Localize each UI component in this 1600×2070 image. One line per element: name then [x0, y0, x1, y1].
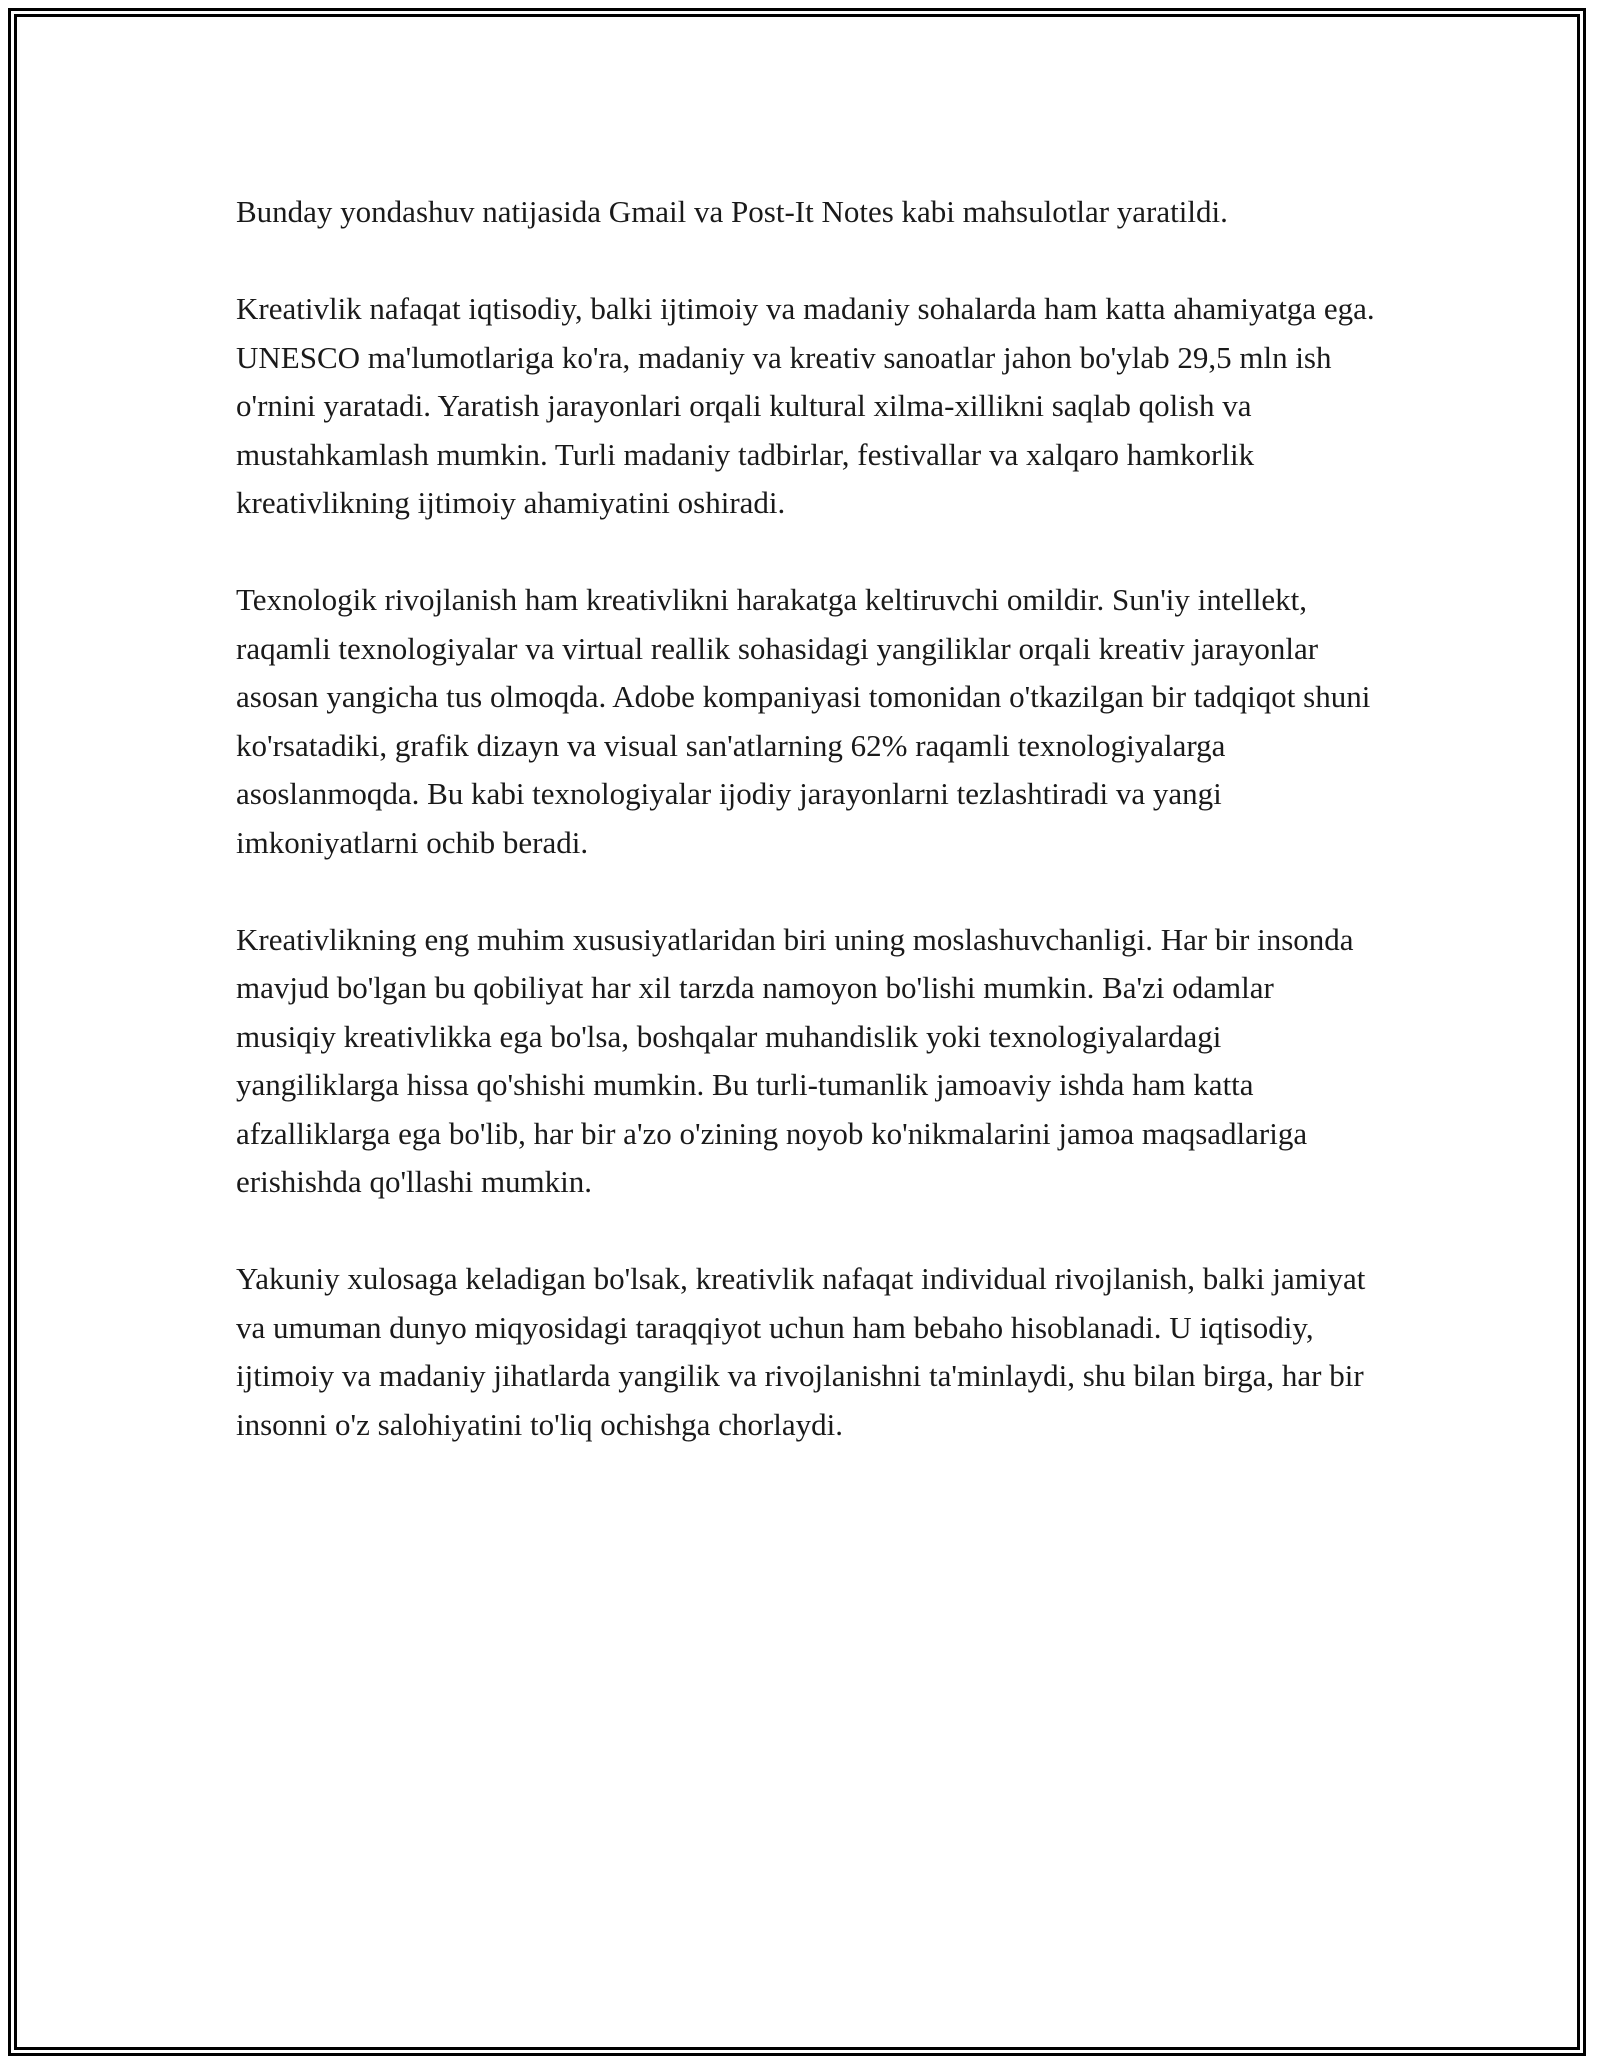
paragraph-3: Texnologik rivojlanish ham kreativlikni harakatga keltiruvchi omildir. Sun'iy intellekt, raqamli texnologiyalar va virtual reallik sohasidagi yangiliklar orqali kreativ jarayonlar asosan yangicha tus olmoqda. Adobe kompaniyasi tomonidan o'tkazilgan bir tadqiqot shuni ko'rsatadiki, grafik dizayn va visual san'atlarning 62% raqamli texnologiyalarga asoslanmoqda. Bu kabi texnologiyalar ijodiy jarayonlarni tezlashtiradi va yangi imkoniyatlarni ochib beradi.	[236, 582, 1371, 860]
paragraph-1: Bunday yondashuv natijasida Gmail va Post-It Notes kabi mahsulotlar yaratildi.	[236, 194, 1228, 229]
paragraph-5: Yakuniy xulosaga keladigan bo'lsak, kreativlik nafaqat individual rivojlanish, balki jamiyat va umuman dunyo miqyosidagi taraqqiyot uchun ham bebaho hisoblanadi. U iqtisodiy, ijtimoiy va madaniy jihatlarda yangilik va rivojlanishni ta'minlaydi, shu bilan birga, har bir insonni o'z salohiyatini to'liq ochishga chorlaydi.	[236, 1261, 1366, 1442]
paragraph-2: Kreativlik nafaqat iqtisodiy, balki ijtimoiy va madaniy sohalarda ham katta ahamiyatga ega. UNESCO ma'lumotlariga ko'ra, madaniy va kreativ sanoatlar jahon bo'ylab 29,5 mln ish o'rnini yaratadi. Yaratish jarayonlari orqali kultural xilma-xillikni saqlab qolish va mustahkamlash mumkin. Turli madaniy tadbirlar, festivallar va xalqaro hamkorlik kreativlikning ijtimoiy ahamiyatini oshiradi.	[236, 291, 1375, 520]
document-body	[236, 188, 1376, 1498]
paragraph-4: Kreativlikning eng muhim xususiyatlaridan biri uning moslashuvchanligi. Har bir insonda mavjud bo'lgan bu qobiliyat har xil tarzda namoyon bo'lishi mumkin. Ba'zi odamlar musiqiy kreativlikka ega bo'lsa, boshqalar muhandislik yoki texnologiyalardagi yangiliklarga hissa qo'shishi mumkin. Bu turli-tumanlik jamoaviy ishda ham katta afzalliklarga ega bo'lib, har bir a'zo o'zining noyob ko'nikmalarini jamoa maqsadlariga erishishda qo'llashi mumkin.	[236, 921, 1354, 1199]
